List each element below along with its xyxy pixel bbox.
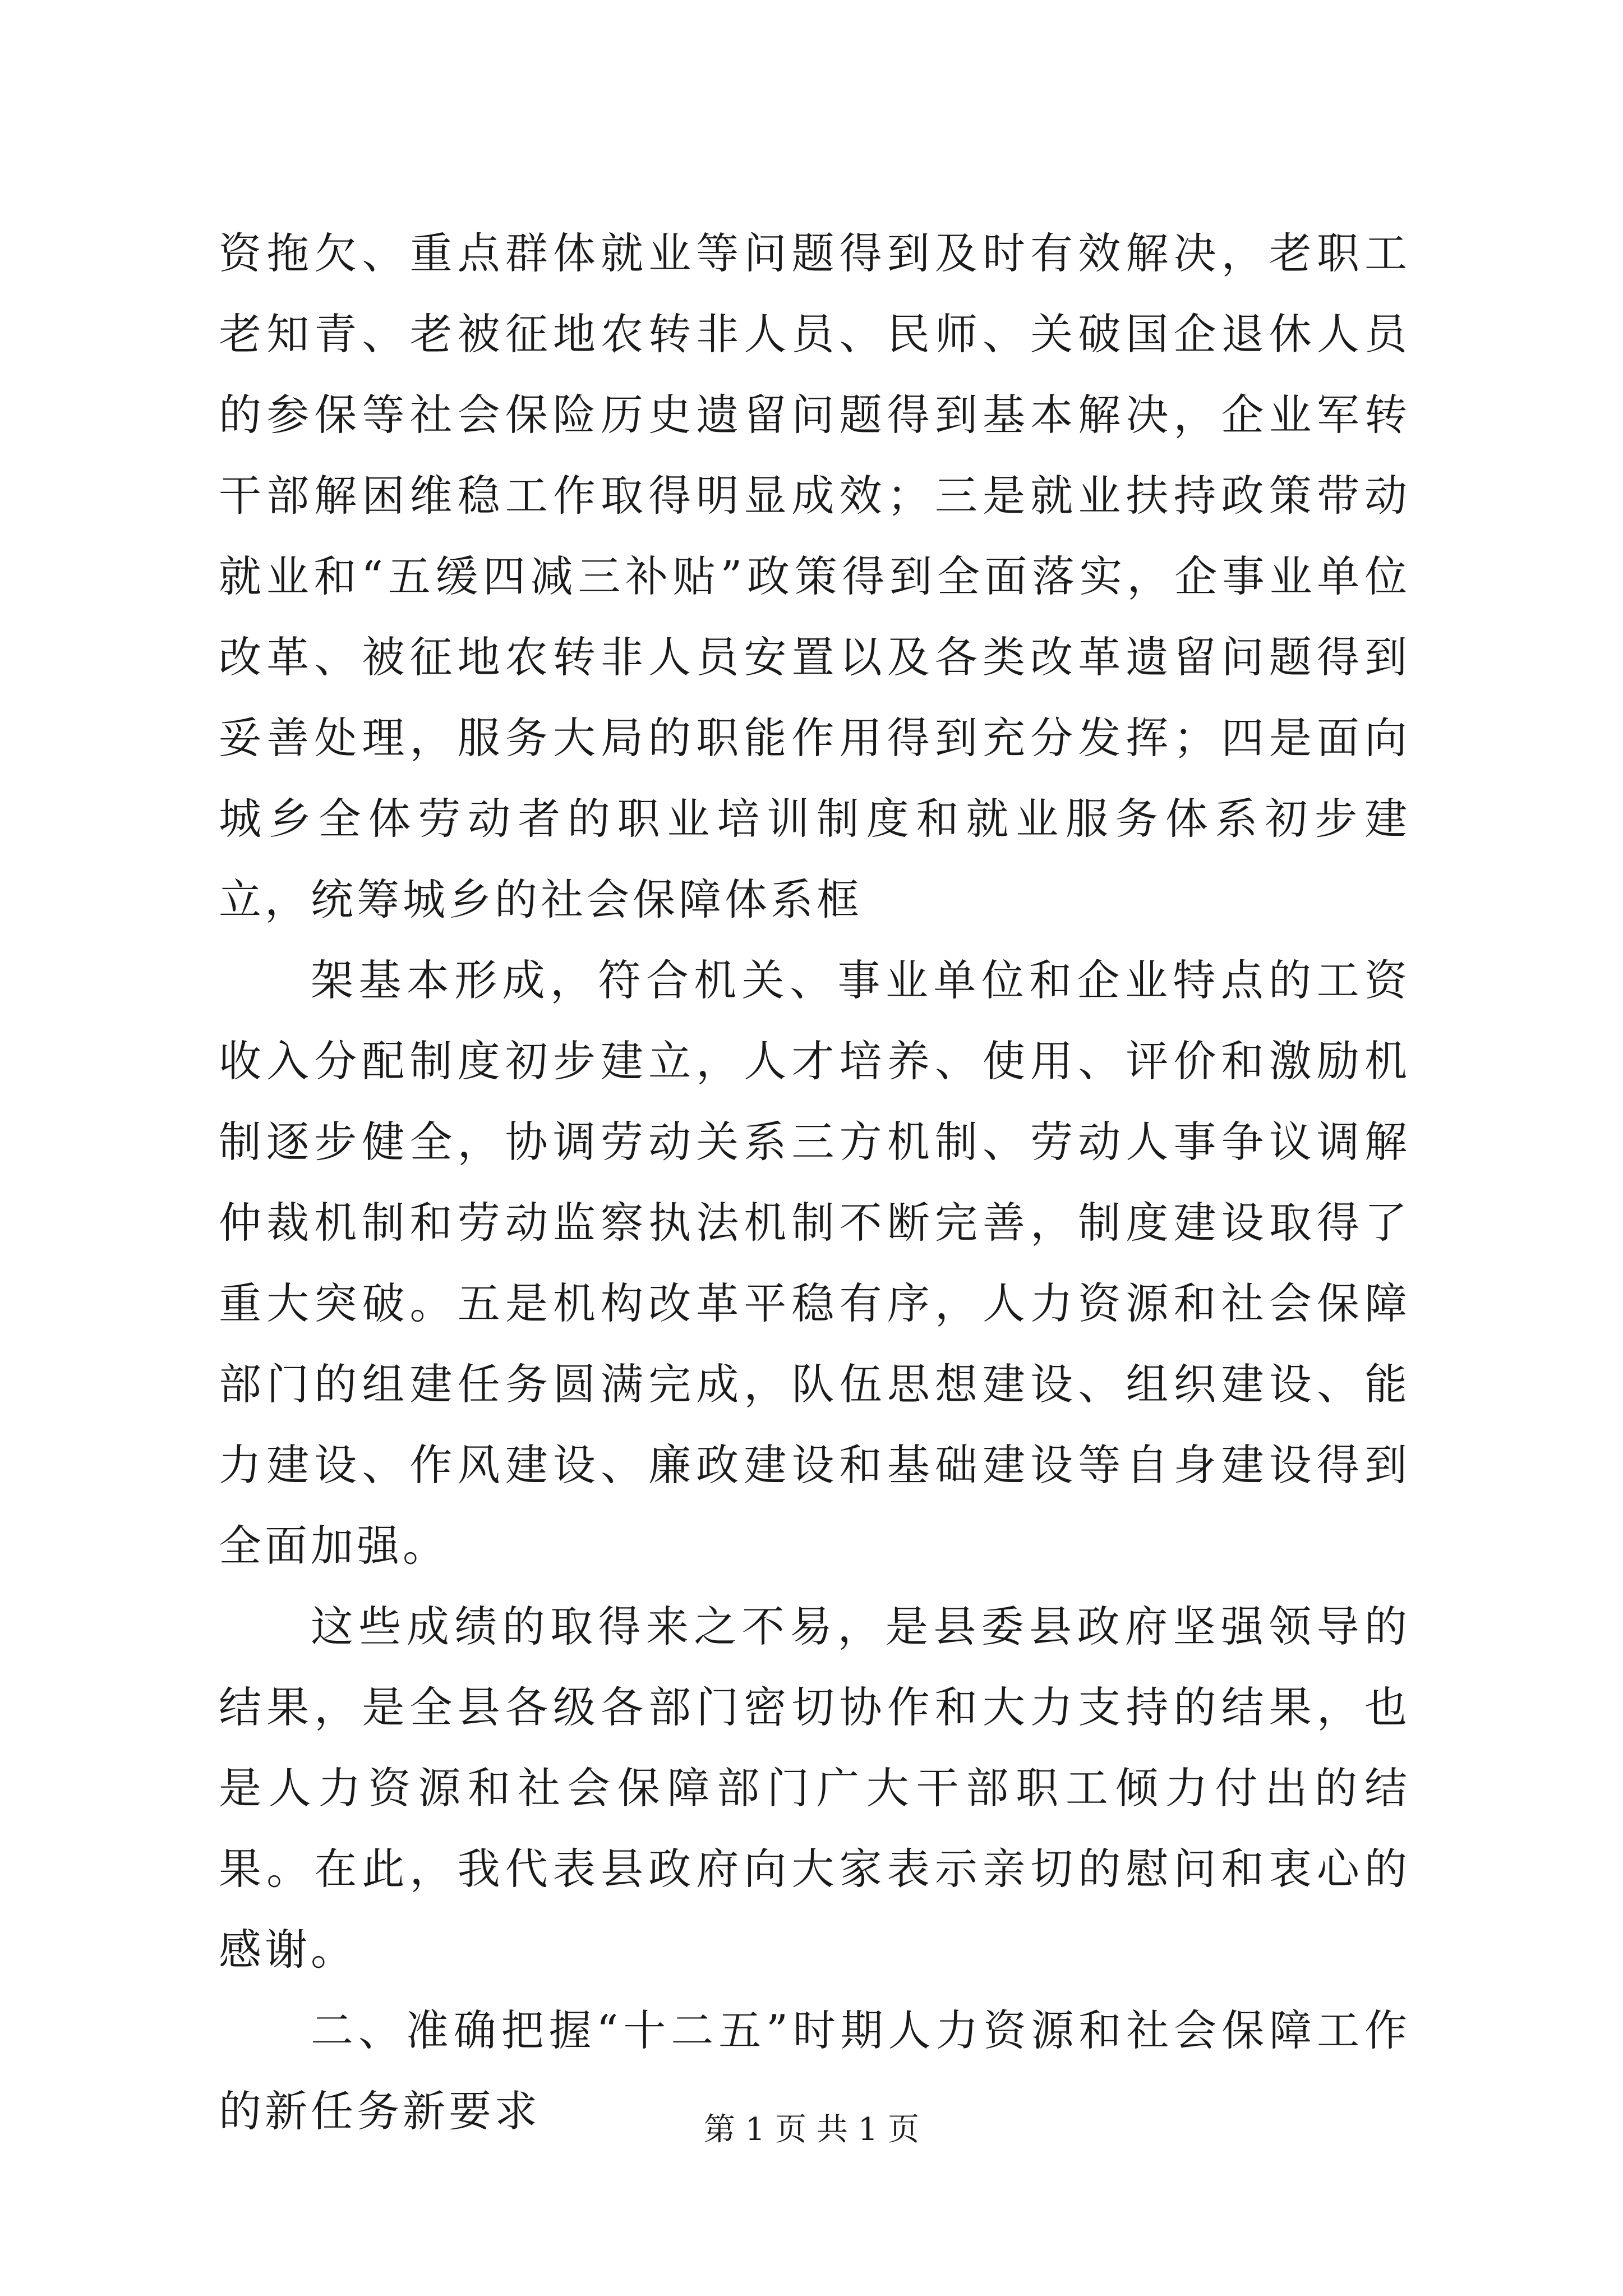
paragraph-3: 这些成绩的取得来之不易，是县委县政府坚强领导的结果，是全县各级各部门密切协作和大力支持的结果，也是人力资源和社会保障部门广大干部职工倾力付出的结果。在此，我代表县政府向大家表示亲切的慰问和衷心的感谢。: [219, 1602, 1410, 1975]
section-heading: 二、准确把握“十二五”时期人力资源和社会保障工作的新任务新要求: [219, 2005, 1410, 2136]
document-body: [219, 213, 1410, 2152]
paragraph-2: 架基本形成，符合机关、事业单位和企业特点的工资收入分配制度初步建立，人才培养、使用、评价和激励机制逐步健全，协调劳动关系三方机制、劳动人事争议调解仲裁机制和劳动监察执法机制不断完善，制度建设取得了重大突破。五是机构改革平稳有序，人力资源和社会保障部门的组建任务圆满完成，队伍思想建设、组织建设、能力建设、作风建设、廉政建设和基础建设等自身建设得到全面加强。: [219, 955, 1410, 1571]
page-footer: 第 1 页 共 1 页: [703, 2111, 920, 2148]
paragraph-1: 资拖欠、重点群体就业等问题得到及时有效解决，老职工老知青、老被征地农转非人员、民师、关破国企退休人员的参保等社会保险历史遗留问题得到基本解决，企业军转干部解困维稳工作取得明显成效；三是就业扶持政策带动就业和“五缓四减三补贴”政策得到全面落实，企事业单位改革、被征地农转非人员安置以及各类改革遗留问题得到妥善处理，服务大局的职能作用得到充分发挥；四是面向城乡全体劳动者的职业培训制度和就业服务体系初步建立，统筹城乡的社会保障体系框: [219, 228, 1410, 924]
